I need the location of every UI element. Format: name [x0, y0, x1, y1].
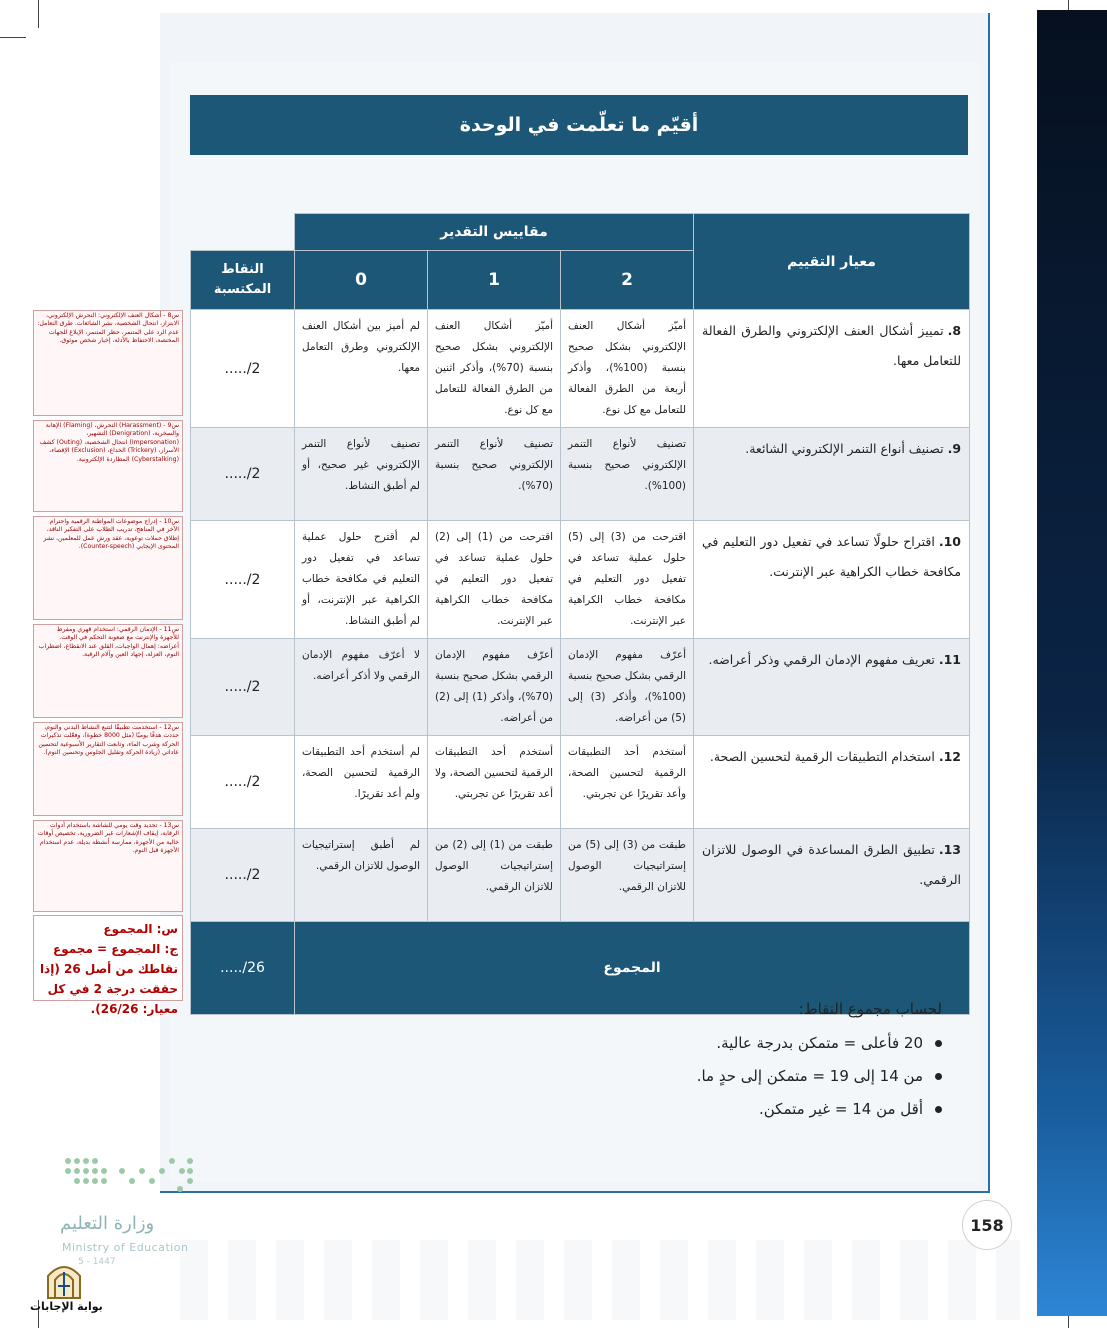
- score-guide-heading: لحساب مجموع النقاط:: [798, 1000, 942, 1018]
- row-number: 9.: [947, 441, 962, 456]
- answer-note: س11 - الإدمان الرقمي: استخدام قهري ومفرط للأجهزة والإنترنت مع صعوبة التحكم في الوقت. أعراضه: إهمال الواجبات، القلق عند الانقطاع، اضطراب النوم، العزلة، إجهاد العين وآلام الرقبة.: [33, 624, 183, 718]
- ministry-logo-icon: [62, 1155, 197, 1197]
- bullet-icon: [935, 1106, 942, 1113]
- rubric-table: [190, 213, 970, 1015]
- criterion-text: اقتراح حلولًا تساعد في تفعيل دور التعليم في مكافحة خطاب الكراهية عبر الإنترنت.: [702, 534, 962, 579]
- rubric-row: [191, 736, 970, 829]
- level-0-desc: تصنيف لأنواع التنمر الإلكتروني غير صحيح، أو لم أطبق النشاط.: [295, 428, 428, 521]
- score-guide: [640, 1000, 942, 1133]
- rubric-row: [191, 310, 970, 428]
- row-number: 13.: [938, 842, 962, 857]
- points-field[interactable]: 2/.....: [191, 736, 295, 829]
- criterion-text: تطبيق الطرق المساعدة في الوصول للاتزان الرقمي.: [702, 842, 962, 887]
- row-number: 8.: [947, 323, 962, 338]
- rubric-row: [191, 428, 970, 521]
- level-2-desc: أستخدم أحد التطبيقات الرقمية لتحسين الصحة، وأعد تقريرًا عن تجربتي.: [561, 736, 694, 829]
- criterion-text: تمييز أشكال العنف الإلكتروني والطرق الفعالة للتعامل معها.: [702, 323, 962, 368]
- page-number: 158: [962, 1200, 1012, 1250]
- level-2-desc: أميّز أشكال العنف الإلكتروني بشكل صحيح بنسبة (100%)، وأذكر أربعة من الطرق الفعالة للتعامل مع كل نوع.: [561, 310, 694, 428]
- crop-mark: [38, 0, 39, 28]
- score-guide-item: من 14 إلى 19 = متمكن إلى حدٍ ما.: [640, 1067, 942, 1085]
- points-field[interactable]: 2/.....: [191, 428, 295, 521]
- row-number: 12.: [938, 749, 962, 764]
- answer-note: س9 - (Harassment) التحرش، (Flaming) الإهانة والسخرية، (Denigration) التشهير، (Impersonation) انتحال الشخصية، (Outing) كشف الأسرار، (Trickery) الخداع، (Exclusion) الإقصاء، (Cyberstalking) المطاردة الإلكترونية.: [33, 420, 183, 512]
- answer-note: س10 - إدراج موضوعات المواطنة الرقمية واحترام الآخر في المناهج، تدريب الطلاب على التفكير الناقد، إطلاق حملات توعوية، عقد ورش عمل للمعلمين، نشر المحتوى الإيجابي (Counter-speech).: [33, 516, 183, 620]
- crop-mark: [0, 37, 26, 38]
- level-0-desc: لم أقترح حلول عملية تساعد في تفعيل دور التعليم في مكافحة خطاب الكراهية عبر الإنترنت، أو لم أطبق النشاط.: [295, 521, 428, 639]
- ministry-name-en: Ministry of Education: [62, 1241, 189, 1254]
- ministry-year: 5 - 1447: [78, 1257, 116, 1267]
- header-level-2: 2: [561, 251, 694, 310]
- bullet-icon: [935, 1040, 942, 1047]
- level-2-desc: تصنيف لأنواع التنمر الإلكتروني صحيح بنسبة (100%).: [561, 428, 694, 521]
- level-1-desc: اقترحت من (1) إلى (2) حلول عملية تساعد في تفعيل دور التعليم في مكافحة خطاب الكراهية عبر الإنترنت.: [428, 521, 561, 639]
- criterion-text: تعريف مفهوم الإدمان الرقمي وذكر أعراضه.: [708, 652, 935, 667]
- decorative-watermark: [180, 1240, 1020, 1320]
- level-1-desc: طبقت من (1) إلى (2) من إستراتيجيات الوصول للاتزان الرقمي.: [428, 829, 561, 922]
- score-guide-item: أقل من 14 = غير متمكن.: [640, 1100, 942, 1118]
- total-points-field[interactable]: 26/.....: [191, 922, 295, 1015]
- header-level-1: 1: [428, 251, 561, 310]
- level-0-desc: لم أميز بين أشكال العنف الإلكتروني وطرق التعامل معها.: [295, 310, 428, 428]
- level-1-desc: أعرّف مفهوم الإدمان الرقمي بشكل صحيح بنسبة (70%)، وأذكر (1) إلى (2) من أعراضه.: [428, 639, 561, 736]
- level-0-desc: لا أعرّف مفهوم الإدمان الرقمي ولا أذكر أعراضه.: [295, 639, 428, 736]
- level-1-desc: تصنيف لأنواع التنمر الإلكتروني صحيح بنسبة (70%).: [428, 428, 561, 521]
- level-1-desc: أستخدم أحد التطبيقات الرقمية لتحسين الصحة، ولا أعد تقريرًا عن تجربتي.: [428, 736, 561, 829]
- level-2-desc: أعرّف مفهوم الإدمان الرقمي بشكل صحيح بنسبة (100%)، وأذكر (3) إلى (5) من أعراضه.: [561, 639, 694, 736]
- level-1-desc: أميّز أشكال العنف الإلكتروني بشكل صحيح بنسبة (70%)، وأذكر اثنين من الطرق الفعالة للتعامل مع كل نوع.: [428, 310, 561, 428]
- criterion-text: تصنيف أنواع التنمر الإلكتروني الشائعة.: [745, 441, 944, 456]
- rubric-row: [191, 639, 970, 736]
- score-guide-item: 20 فأعلى = متمكن بدرجة عالية.: [640, 1034, 942, 1052]
- answer-total-note: س: المجموع ج: المجموع = مجموع نقاطك من أصل 26 (إذا حققت درجة 2 في كل معيار: 26/26).: [33, 915, 183, 1001]
- rubric-row: [191, 521, 970, 639]
- level-0-desc: لم أطبق إستراتيجيات الوصول للاتزان الرقمي.: [295, 829, 428, 922]
- level-2-desc: طبقت من (3) إلى (5) من إستراتيجيات الوصول للاتزان الرقمي.: [561, 829, 694, 922]
- unit-title: أقيّم ما تعلّمت في الوحدة: [190, 95, 968, 155]
- portal-logo-icon: [42, 1256, 86, 1300]
- answer-note: س8 - أشكال العنف الإلكتروني: التحرش الإلكتروني، الابتزاز، انتحال الشخصية، نشر الشائعات. طرق التعامل: عدم الرد على المتنمر، حظر المتنمر، الإبلاغ للجهات المختصة، الاحتفاظ بالأدلة، إخبار شخص موثوق.: [33, 310, 183, 416]
- header-criterion: معيار التقييم: [694, 214, 970, 310]
- portal-name: بوابة الإجابات: [30, 1300, 103, 1313]
- points-field[interactable]: 2/.....: [191, 310, 295, 428]
- header-scale: مقاييس التقدير: [295, 214, 694, 251]
- ministry-name-ar: وزارة التعليم: [60, 1213, 155, 1234]
- answer-note: س13 - تحديد وقت يومي للشاشة باستخدام أدوات الرقابة، إيقاف الإشعارات غير الضرورية، تخصيص أوقات خالية من الأجهزة، ممارسة أنشطة بديلة، عدم استخدام الأجهزة قبل النوم.: [33, 820, 183, 912]
- bullet-icon: [935, 1073, 942, 1080]
- total-label: المجموع: [295, 922, 970, 1015]
- points-field[interactable]: 2/.....: [191, 521, 295, 639]
- answer-note: س12 - استخدمت تطبيقًا لتتبع النشاط البدني والنوم، حددت هدفًا يوميًا (مثل 8000 خطوة)، وفعّلت تذكيرات الحركة وشرب الماء، وتابعت التقارير الأسبوعية لتحسين عاداتي (زيادة الحركة وتقليل الجلوس وتحسين النوم).: [33, 722, 183, 816]
- criterion-text: استخدام التطبيقات الرقمية لتحسين الصحة.: [709, 749, 935, 764]
- page-edge-strip: [1037, 10, 1107, 1316]
- row-number: 11.: [938, 652, 962, 667]
- points-field[interactable]: 2/.....: [191, 829, 295, 922]
- points-field[interactable]: 2/.....: [191, 639, 295, 736]
- header-level-0: 0: [295, 251, 428, 310]
- rubric-row: [191, 829, 970, 922]
- header-points: النقاط المكتسبة: [191, 251, 295, 310]
- level-2-desc: اقترحت من (3) إلى (5) حلول عملية تساعد في تفعيل دور التعليم في مكافحة خطاب الكراهية عبر الإنترنت.: [561, 521, 694, 639]
- level-0-desc: لم أستخدم أحد التطبيقات الرقمية لتحسين الصحة، ولم أعد تقريرًا.: [295, 736, 428, 829]
- row-number: 10.: [938, 534, 962, 549]
